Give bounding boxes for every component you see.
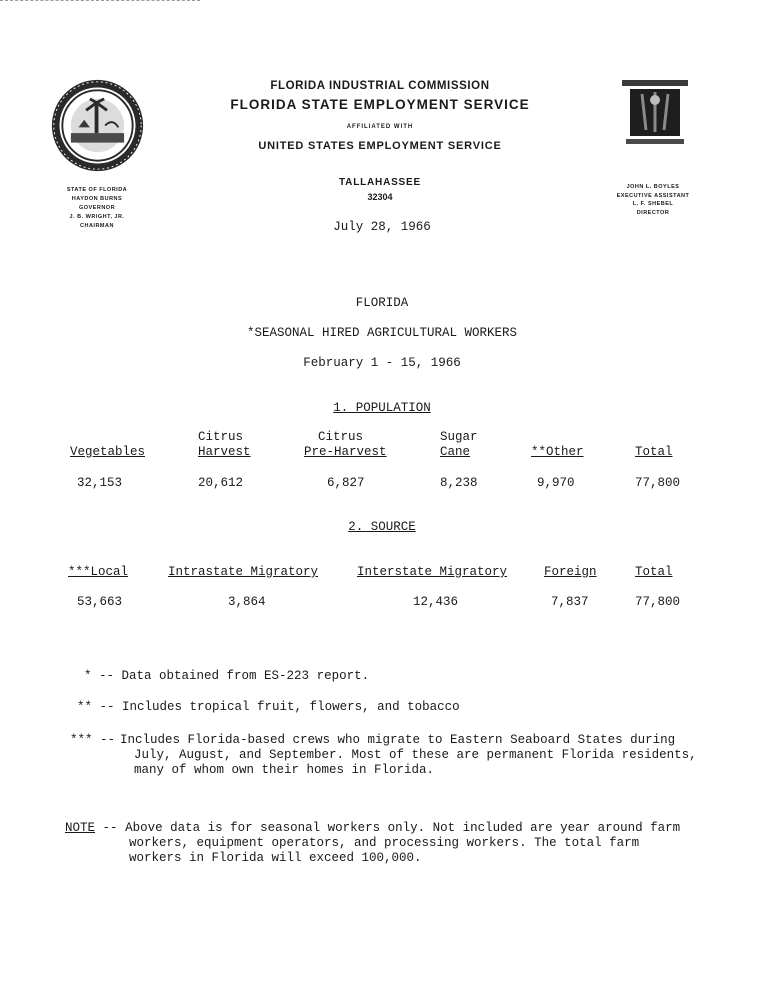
footnote-1-mark: * -- [84, 669, 115, 683]
src-header-local: ***Local [68, 565, 129, 579]
footnote-2 [77, 700, 460, 715]
pop-value-total: 77,800 [635, 476, 681, 490]
src-header-foreign: Foreign [544, 565, 597, 579]
affiliated-with: AFFILIATED WITH [346, 124, 414, 130]
footnote-3-line-2: July, August, and September. Most of these are permanent Florida residents, [134, 748, 697, 762]
state-seal-icon [50, 78, 145, 173]
note-block [65, 821, 680, 866]
footnote-1-text: Data obtained from ES-223 report. [121, 669, 370, 683]
src-header-interstate: Interstate Migratory [357, 565, 508, 579]
pop-header-sugar-cane: Cane [440, 445, 471, 459]
footnote-2-mark: ** -- [77, 700, 115, 714]
right-staff-block [598, 183, 708, 217]
pop-header-other: **Other [531, 445, 584, 459]
director-name: L. F. SHEBEL [632, 201, 674, 207]
zip-code: 32304 [367, 192, 393, 202]
footnote-2-text: Includes tropical fruit, flowers, and tobacco [122, 700, 460, 714]
us-service-name: UNITED STATES EMPLOYMENT SERVICE [258, 140, 502, 152]
pop-value-sugar-cane: 8,238 [440, 476, 478, 490]
note-line-3: workers in Florida will exceed 100,000. [129, 851, 422, 865]
chairman-name: J. B. WRIGHT, JR. [69, 214, 125, 220]
source-heading: 2. SOURCE [348, 520, 416, 534]
chairman-title: CHAIRMAN [80, 223, 114, 229]
pop-header-citrus-preharvest: Pre-Harvest [304, 445, 387, 459]
footnote-3-mark: *** -- [70, 733, 116, 747]
population-heading: 1. POPULATION [333, 401, 431, 415]
report-subject: *SEASONAL HIRED AGRICULTURAL WORKERS [246, 326, 518, 340]
left-staff-block [38, 186, 156, 231]
letter-date: July 28, 1966 [333, 220, 431, 234]
note-label: NOTE [65, 821, 96, 835]
note-line-2: workers, equipment operators, and processing workers. The total farm [129, 836, 640, 850]
service-name: FLORIDA STATE EMPLOYMENT SERVICE [230, 97, 530, 112]
pop-value-other: 9,970 [537, 476, 575, 490]
pop-header-citrus-harvest: Harvest [198, 445, 251, 459]
src-value-foreign: 7,837 [551, 595, 589, 609]
pop-header-citrus-harvest-line1: Citrus [198, 430, 244, 444]
report-state: FLORIDA [355, 296, 409, 310]
pop-value-citrus-harvest: 20,612 [198, 476, 244, 490]
pop-header-vegetables: Vegetables [70, 445, 146, 459]
src-value-total: 77,800 [635, 595, 681, 609]
state-label: STATE OF FLORIDA [66, 187, 128, 193]
employment-service-emblem-icon [622, 80, 688, 148]
report-period: February 1 - 15, 1966 [303, 356, 461, 370]
footnote-3-line-3: many of whom own their homes in Florida. [134, 763, 435, 777]
footnote-1 [84, 669, 369, 684]
pop-header-total: Total [635, 445, 673, 459]
src-header-intrastate: Intrastate Migratory [168, 565, 319, 579]
city: TALLAHASSEE [339, 177, 421, 188]
note-dash: -- [102, 821, 118, 835]
src-value-local: 53,663 [77, 595, 123, 609]
governor-title: GOVERNOR [78, 205, 116, 211]
assistant-name: JOHN L. BOYLES [626, 184, 680, 190]
pop-value-vegetables: 32,153 [77, 476, 123, 490]
pop-value-citrus-preharvest: 6,827 [327, 476, 365, 490]
pop-header-citrus-preharvest-line1: Citrus [318, 430, 364, 444]
src-value-intrastate: 3,864 [228, 595, 266, 609]
top-dotted-rule [0, 0, 200, 1]
commission-name: FLORIDA INDUSTRIAL COMMISSION [270, 80, 490, 92]
governor-name: HAYDON BURNS [71, 196, 123, 202]
footnote-3-line-1: Includes Florida-based crews who migrate to Eastern Seaboard States during [120, 733, 676, 747]
footnote-3 [70, 733, 697, 778]
assistant-title: EXECUTIVE ASSISTANT [616, 192, 690, 199]
src-value-interstate: 12,436 [413, 595, 459, 609]
note-line-1: Above data is for seasonal workers only. Not included are year around farm [125, 821, 681, 835]
src-header-total: Total [635, 565, 673, 579]
pop-header-sugar-cane-line1: Sugar [440, 430, 478, 444]
director-title: DIRECTOR [636, 209, 670, 216]
